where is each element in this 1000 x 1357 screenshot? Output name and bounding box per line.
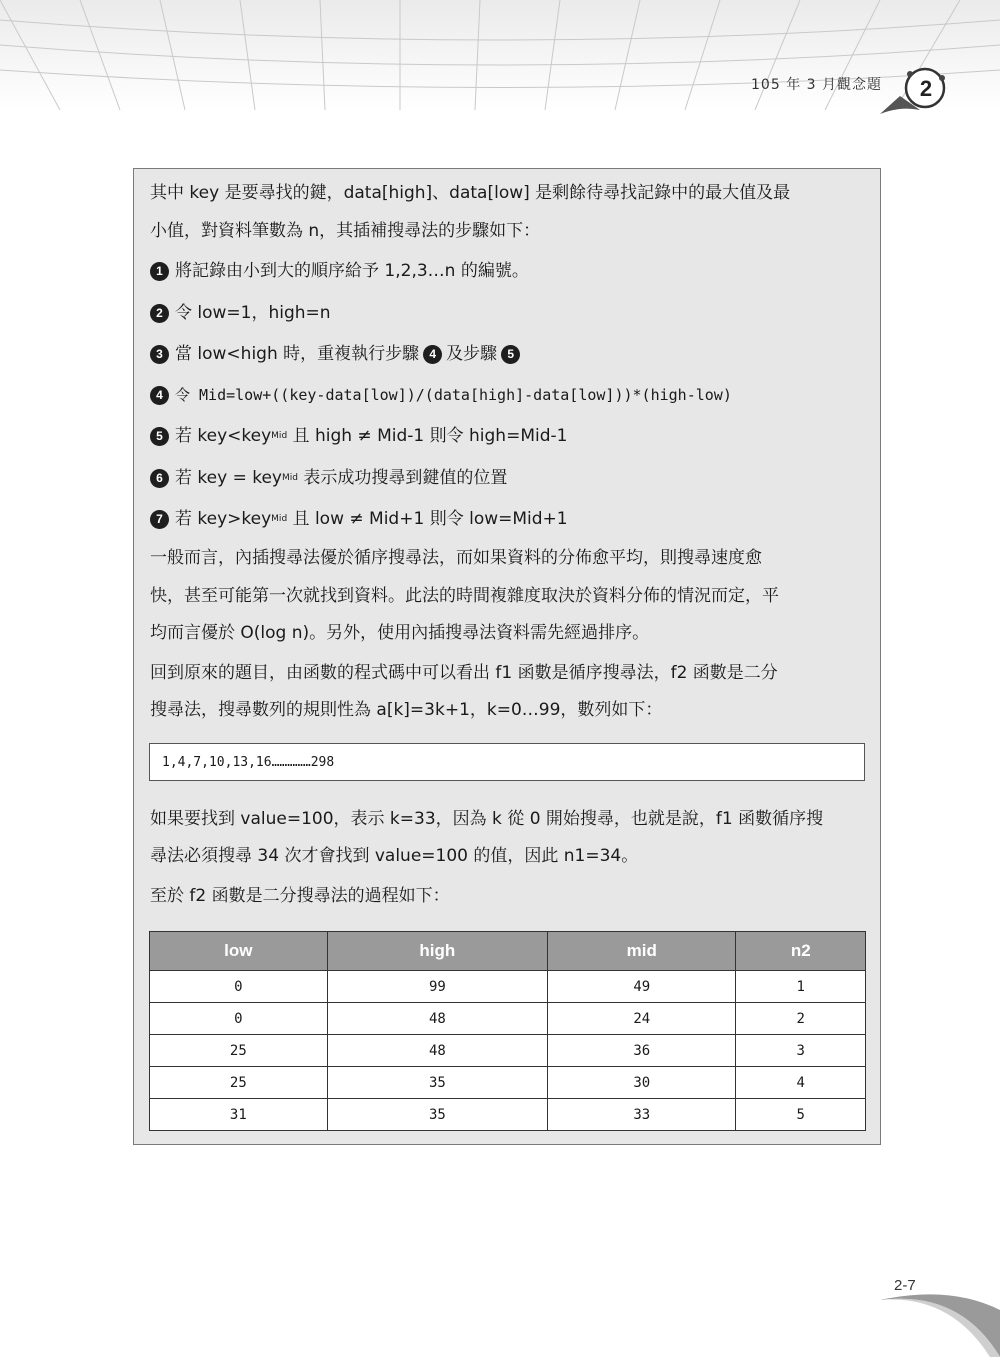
table-cell: 31 — [150, 1099, 328, 1131]
chapter-header-title: 105 年 3 月觀念題 — [751, 77, 882, 93]
table-cell: 0 — [150, 1003, 328, 1035]
step-number-1: 1 — [150, 262, 169, 281]
step-number-2: 2 — [150, 304, 169, 323]
step-4-text: 令 Mid=low+((key-data[low])/(data[high]-data[low]))*(high-low) — [175, 386, 732, 404]
step-1-text: 將記錄由小到大的順序給予 1,2,3…n 的編號。 — [175, 261, 529, 281]
step-7-text-a: 若 key>key — [175, 509, 272, 529]
paragraph-2-line-1: 一般而言，內插搜尋法優於循序搜尋法，而如果資料的分佈愈平均，則搜尋速度愈 — [150, 548, 762, 568]
step-6-text-b: 表示成功搜尋到鍵值的位置 — [297, 468, 508, 488]
table-row — [150, 1035, 866, 1067]
col-header-n2: n2 — [736, 932, 866, 971]
paragraph-4-line-2: 尋法必須搜尋 34 次才會找到 value=100 的值，因此 n1=34。 — [150, 846, 639, 866]
table-cell: 2 — [736, 1003, 866, 1035]
table-cell: 24 — [548, 1003, 736, 1035]
step-2 — [150, 301, 870, 325]
step-7 — [150, 507, 870, 531]
paragraph-2-line-2: 快，甚至可能第一次就找到資料。此法的時間複雜度取決於資料分佈的情況而定，平 — [150, 586, 779, 606]
table-cell: 1 — [736, 971, 866, 1003]
paragraph-3-line-2: 搜尋法，搜尋數列的規則性為 a[k]=3k+1，k=0…99，數列如下： — [150, 700, 663, 720]
table-cell: 48 — [327, 1003, 547, 1035]
table-cell: 49 — [548, 971, 736, 1003]
paragraph-4-line-1: 如果要找到 value=100，表示 k=33，因為 k 從 0 開始搜尋，也就是說，f1 函數循序搜 — [150, 809, 824, 829]
step-number-7: 7 — [150, 510, 169, 529]
step-3-text-a: 當 low<high 時，重複執行步驟 — [175, 344, 420, 364]
step-5-text-b: 且 high ≠ Mid-1 則令 high=Mid-1 — [287, 426, 568, 446]
paragraph-2-line-3: 均而言優於 O(log n)。另外，使用內插搜尋法資料需先經過排序。 — [150, 623, 650, 643]
step-5-subscript: Mid — [271, 431, 288, 441]
table-row — [150, 1067, 866, 1099]
step-3 — [150, 342, 870, 366]
step-2-text: 令 low=1，high=n — [175, 303, 331, 323]
step-number-4: 4 — [150, 386, 169, 405]
table-cell: 3 — [736, 1035, 866, 1067]
table-cell: 30 — [548, 1067, 736, 1099]
table-cell: 5 — [736, 1099, 866, 1131]
intro-line-2: 小值，對資料筆數為 n，其插補搜尋法的步驟如下： — [150, 221, 541, 241]
table-cell: 25 — [150, 1035, 328, 1067]
table-cell: 99 — [327, 971, 547, 1003]
footer-swoosh-decoration — [880, 1290, 1000, 1357]
page-number: 2-7 — [894, 1277, 916, 1294]
step-1 — [150, 259, 870, 283]
table-cell: 4 — [736, 1067, 866, 1099]
col-header-mid: mid — [548, 932, 736, 971]
table-cell: 36 — [548, 1035, 736, 1067]
paragraph-5: 至於 f2 函數是二分搜尋法的過程如下： — [150, 886, 450, 906]
step-4 — [150, 383, 870, 407]
col-header-high: high — [327, 932, 547, 971]
step-6 — [150, 466, 870, 490]
step-6-text-a: 若 key = key — [175, 468, 282, 488]
step-number-6: 6 — [150, 469, 169, 488]
table-cell: 33 — [548, 1099, 736, 1131]
paragraph-3-line-1: 回到原來的題目，由函數的程式碼中可以看出 f1 函數是循序搜尋法，f2 函數是二分 — [150, 663, 778, 683]
intro-line-1: 其中 key 是要尋找的鍵，data[high]、data[low] 是剩餘待尋找記錄中的最大值及最 — [150, 183, 791, 203]
binary-search-table — [149, 931, 866, 1131]
chapter-number: 2 — [919, 76, 933, 101]
col-header-low: low — [150, 932, 328, 971]
step-5 — [150, 424, 870, 448]
step-ref-5: 5 — [501, 345, 520, 364]
step-7-subscript: Mid — [271, 514, 288, 524]
table-cell: 35 — [327, 1067, 547, 1099]
table-header-row — [150, 932, 866, 971]
table-cell: 35 — [327, 1099, 547, 1131]
table-row — [150, 971, 866, 1003]
step-5-text-a: 若 key<key — [175, 426, 272, 446]
table-row — [150, 1003, 866, 1035]
step-3-text-b: 及步驟 — [446, 344, 498, 364]
step-number-3: 3 — [150, 345, 169, 364]
step-number-5: 5 — [150, 427, 169, 446]
step-7-text-b: 且 low ≠ Mid+1 則令 low=Mid+1 — [287, 509, 568, 529]
table-cell: 0 — [150, 971, 328, 1003]
table-cell: 25 — [150, 1067, 328, 1099]
table-cell: 48 — [327, 1035, 547, 1067]
step-ref-4: 4 — [423, 345, 442, 364]
sequence-box: 1,4,7,10,13,16……………298 — [149, 743, 865, 781]
step-6-subscript: Mid — [281, 473, 298, 483]
table-row — [150, 1099, 866, 1131]
